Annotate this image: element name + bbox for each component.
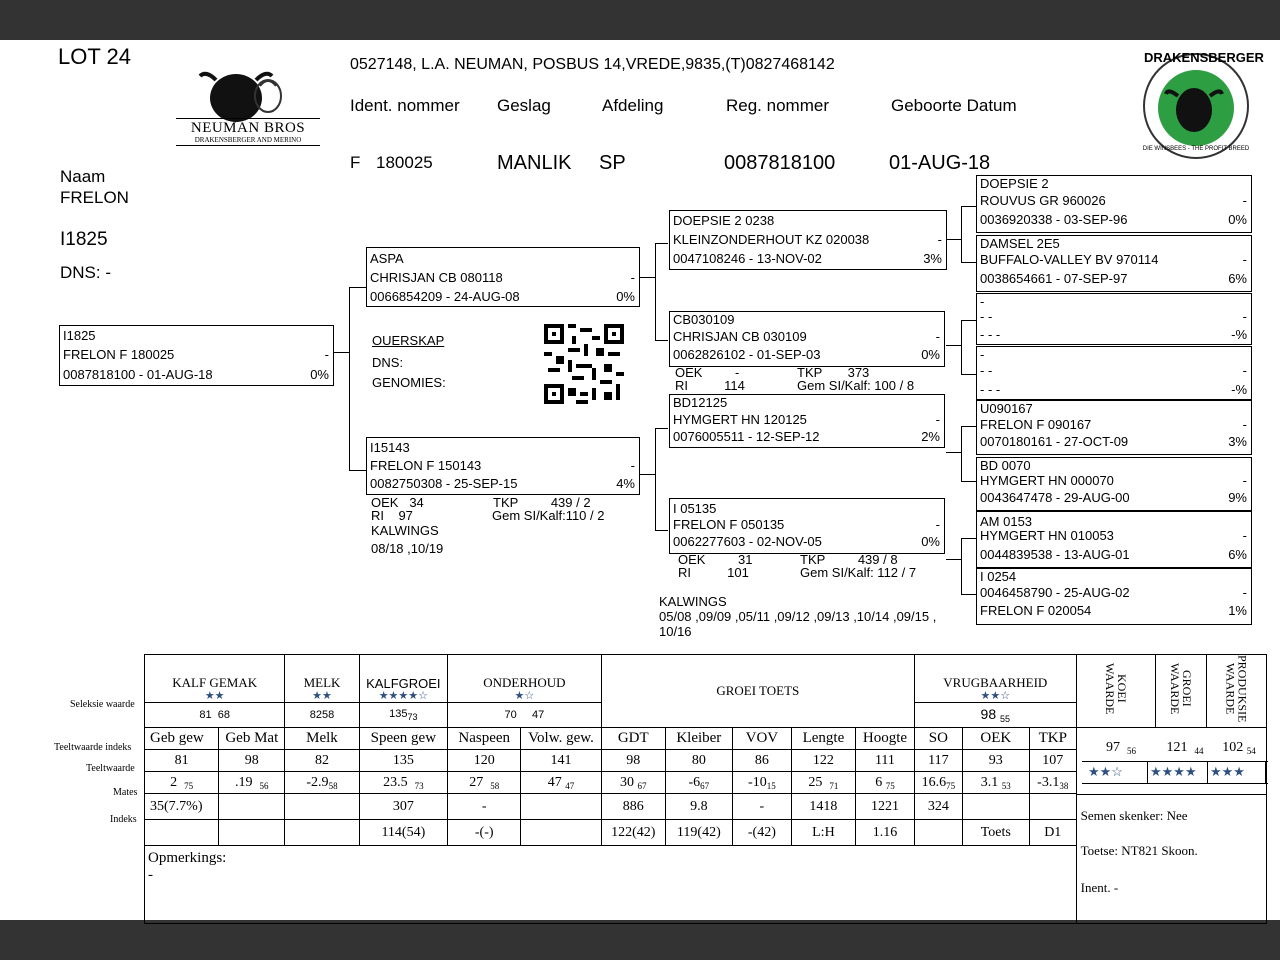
great-grandparent-box: BD 0070 HYMGERT HN 000070 - 0043647478 - 29-AUG-00 9% <box>976 457 1252 511</box>
grandparent-box: I 05135 FRELON F 050135 - 0062277603 - 02-NOV-05 0% <box>669 498 945 554</box>
animal-code: I1825 <box>60 229 108 250</box>
row-label-indeks: Teeltwaarde indeks <box>54 742 132 753</box>
great-grandparent-box: U090167 FRELON F 090167 - 0070180161 - 27-OCT-09 3% <box>976 400 1252 455</box>
group-onderhoud: ONDERHOUD <box>483 674 566 690</box>
value-ident-prefix: F <box>350 153 361 172</box>
value-afdeling: SP <box>599 152 626 174</box>
row-label-mates: Mates <box>113 787 138 798</box>
dam-box: I15143 FRELON F 150143 - 0082750308 - 25-SEP-15 4% <box>366 437 640 495</box>
mates-row: 35(7.7%) 307 - 886 9.8 - 1418 1221 324 Semen skenker: Nee Toetse: NT821 Skoon. Inent. - <box>145 794 1267 820</box>
top-bar <box>0 0 1280 40</box>
dam-kalwings-dates: 08/18 ,10/19 <box>371 541 444 556</box>
seleksie-row: 81 68 8258 $135_{73}$ 70 47 98 $_{55}$ <box>145 702 1267 728</box>
opmerkings-cell: Opmerkings: - <box>145 846 1077 924</box>
label-reg: Reg. nommer <box>726 96 829 115</box>
lot-title: LOT 24 <box>58 44 131 69</box>
teeltwaarde-row: 2 $_{75}$ .19 $_{56}$ $-2.9_{58}$ 23.5 $_{73}$ 27 $_{58}$ 47 $_{47}$ 30 $_{67}$ $-6_{67}$ $-10_{15}$ 25 $_{71}$ 6 $_{75}$ $16.6_{75}$ 3.1 $_{53}$ $-3.1_{38}$ <box>145 772 1267 794</box>
indeks2-row: 114(54) -(-) 122(42) 119(42) -(42) L:H 1.16 Toets D1 <box>145 820 1267 846</box>
col-header: Kleiber <box>665 728 732 750</box>
group-vrugbaarheid: VRUGBAARHEID <box>943 674 1048 690</box>
col-header: VOV <box>732 728 791 750</box>
drakensberger-logo: DRAKENSBERGER DIE WINSBEES - THE PROFIT BREED <box>1136 48 1256 160</box>
label-afdeling: Afdeling <box>602 96 664 115</box>
indeks-row: 81 98 82 135 120 141 98 80 86 122 111 117 93 107 <box>145 750 1267 772</box>
bull-icon <box>176 66 320 126</box>
gp-kalwings-dates: 05/08 ,09/09 ,05/11 ,09/12 ,09/13 ,10/14 ,09/15 , <box>659 609 937 624</box>
group-melk: MELK <box>303 674 341 690</box>
col-header: Speen gew <box>359 728 447 750</box>
qr-code <box>544 324 624 404</box>
row-label-indeks2: Indeks <box>110 814 137 825</box>
value-ident: 180025 <box>376 153 433 172</box>
value-reg: 0087818100 <box>724 152 836 174</box>
row-label-teeltwaarde: Teeltwaarde <box>86 763 135 774</box>
toetse-note: Toetse: NT821 Skoon. <box>1080 842 1198 858</box>
col-header: Lengte <box>791 728 855 750</box>
label-geslag: Geslag <box>497 96 551 115</box>
group-koei-waarde: KOEI WAARDE <box>1102 663 1129 715</box>
col-header: TKP <box>1029 728 1076 750</box>
great-grandparent-box: I 0254 0046458790 - 25-AUG-02 - FRELON F 020054 1% <box>976 568 1252 625</box>
row-label-seleksie: Seleksie waarde <box>70 699 135 710</box>
great-grandparent-box: AM 0153 HYMGERT HN 010053 - 0044839538 - 13-AUG-01 6% <box>976 511 1252 568</box>
col-header: Geb Mat <box>219 728 285 750</box>
col-header: SO <box>914 728 962 750</box>
performance-table: KALF GEMAK ★★ MELK ★★ KALFGROEI ★★★★☆ ONDERHOUD ★☆ GROEI TOETS VRUGBAARHEID ★★☆ KOEI WAARDE GROEI WAARDE PRODUKSIE WAARDE 81 68 8258 $135_{73}$ 70 47 98 $_{55}$ Geb gew Geb Mat Melk Speen gew Naspeen Volw. gew. GDT Kleiber VOV Lengte Hoogte SO OEK TKP 81 98 82 135 120 141 98 80 86 122 111 117 93 107 2 $_{75}$ .19 $_{56}$ $-2.9_{58}$ 23.5 $_{73}$ 27 $_{58}$ 47 $_{47}$ 30 $_{67}$ $-6_{67}$ $-10_{15}$ 25 $_{71}$ 6 $_{75}$ $16.6_{75}$ 3.1 $_{53}$ $-3.1_{38}$ 35(7.7%) 307 - 886 9.8 - 1418 1221 324 Semen skenker: Nee Toetse: NT821 Skoon. Inent. - 114(54) -(-) 122(42) 119(42) -(42) L:H 1.16 Toets D1 Opmerkings: - <box>144 654 1267 924</box>
naam-value: FRELON <box>60 188 129 207</box>
value-geboorte: 01-AUG-18 <box>889 152 991 174</box>
group-groei-waarde: GROEI WAARDE <box>1167 663 1194 715</box>
value-geslag: MANLIK <box>497 152 572 174</box>
group-produksie-waarde: PRODUKSIE WAARDE <box>1223 655 1250 723</box>
col-header: Naspeen <box>448 728 521 750</box>
label-geboorte: Geboorte Datum <box>891 96 1017 115</box>
produksie-waarde-stars: ★★★ <box>1210 764 1245 779</box>
ouerskap-title: OUERSKAP <box>372 333 445 348</box>
koei-waarde-value: 97 $_{56}$ <box>1106 740 1136 756</box>
naam-label: Naam <box>60 167 106 186</box>
group-groei-toets: GROEI TOETS <box>601 655 914 728</box>
label-ident: Ident. nommer <box>350 96 460 115</box>
animal-dns: DNS: - <box>60 263 111 282</box>
produksie-waarde-value: 102 $_{54}$ <box>1222 740 1256 756</box>
dns-label: DNS: <box>372 355 404 370</box>
group-kalfgroei: KALFGROEI <box>366 675 441 691</box>
grandparent-box: BD12125 HYMGERT HN 120125 - 0076005511 - 12-SEP-12 2% <box>669 394 945 448</box>
bottom-bar <box>0 920 1280 960</box>
col-header: Volw. gew. <box>521 728 601 750</box>
col-header: Melk <box>285 728 359 750</box>
groei-waarde-value: 121 $_{44}$ <box>1166 740 1204 756</box>
grandparent-box: CB030109 CHRISJAN CB 030109 - 0062826102 - 01-SEP-03 0% <box>669 311 945 367</box>
owner-line: 0527148, L.A. NEUMAN, POSBUS 14,VREDE,9835,(T)0827468142 <box>350 56 835 73</box>
great-grandparent-box: DAMSEL 2E5 BUFFALO-VALLEY BV 970114 - 0038654661 - 07-SEP-97 6% <box>976 235 1252 292</box>
dam-stats: OEK 34 <box>371 495 424 510</box>
great-grandparent-box: DOEPSIE 2 ROUVUS GR 960026 - 0036920338 - 03-SEP-96 0% <box>976 175 1252 233</box>
gp-kalwings-label: KALWINGS <box>659 594 727 609</box>
koei-waarde-stars: ★★☆ <box>1088 764 1123 779</box>
col-header: Geb gew <box>145 728 219 750</box>
great-grandparent-box: - - - - - - - -% <box>976 293 1252 345</box>
col-header: GDT <box>601 728 665 750</box>
semen-note: Semen skenker: Nee <box>1080 807 1188 823</box>
grandparent-box: DOEPSIE 2 0238 KLEINZONDERHOUT KZ 020038 - 0047108246 - 13-NOV-02 3% <box>669 210 947 270</box>
col-header: OEK <box>962 728 1029 750</box>
genomies-label: GENOMIES: <box>372 375 446 390</box>
inent-note: Inent. - <box>1080 879 1119 895</box>
great-grandparent-box: - - - - - - - -% <box>976 346 1252 400</box>
sire-box: ASPA CHRISJAN CB 080118 - 0066854209 - 24-AUG-08 0% <box>366 247 640 307</box>
col-header: Hoogte <box>855 728 914 750</box>
subject-box: I1825 FRELON F 180025 - 0087818100 - 01-AUG-18 0% <box>59 325 334 386</box>
group-kalf-gemak: KALF GEMAK <box>172 674 258 690</box>
neuman-bros-logo: NEUMAN BROS DRAKENSBERGER AND MERINO <box>176 66 320 148</box>
dam-kalwings-label: KALWINGS <box>371 523 439 538</box>
groei-waarde-stars: ★★★★ <box>1150 764 1197 779</box>
